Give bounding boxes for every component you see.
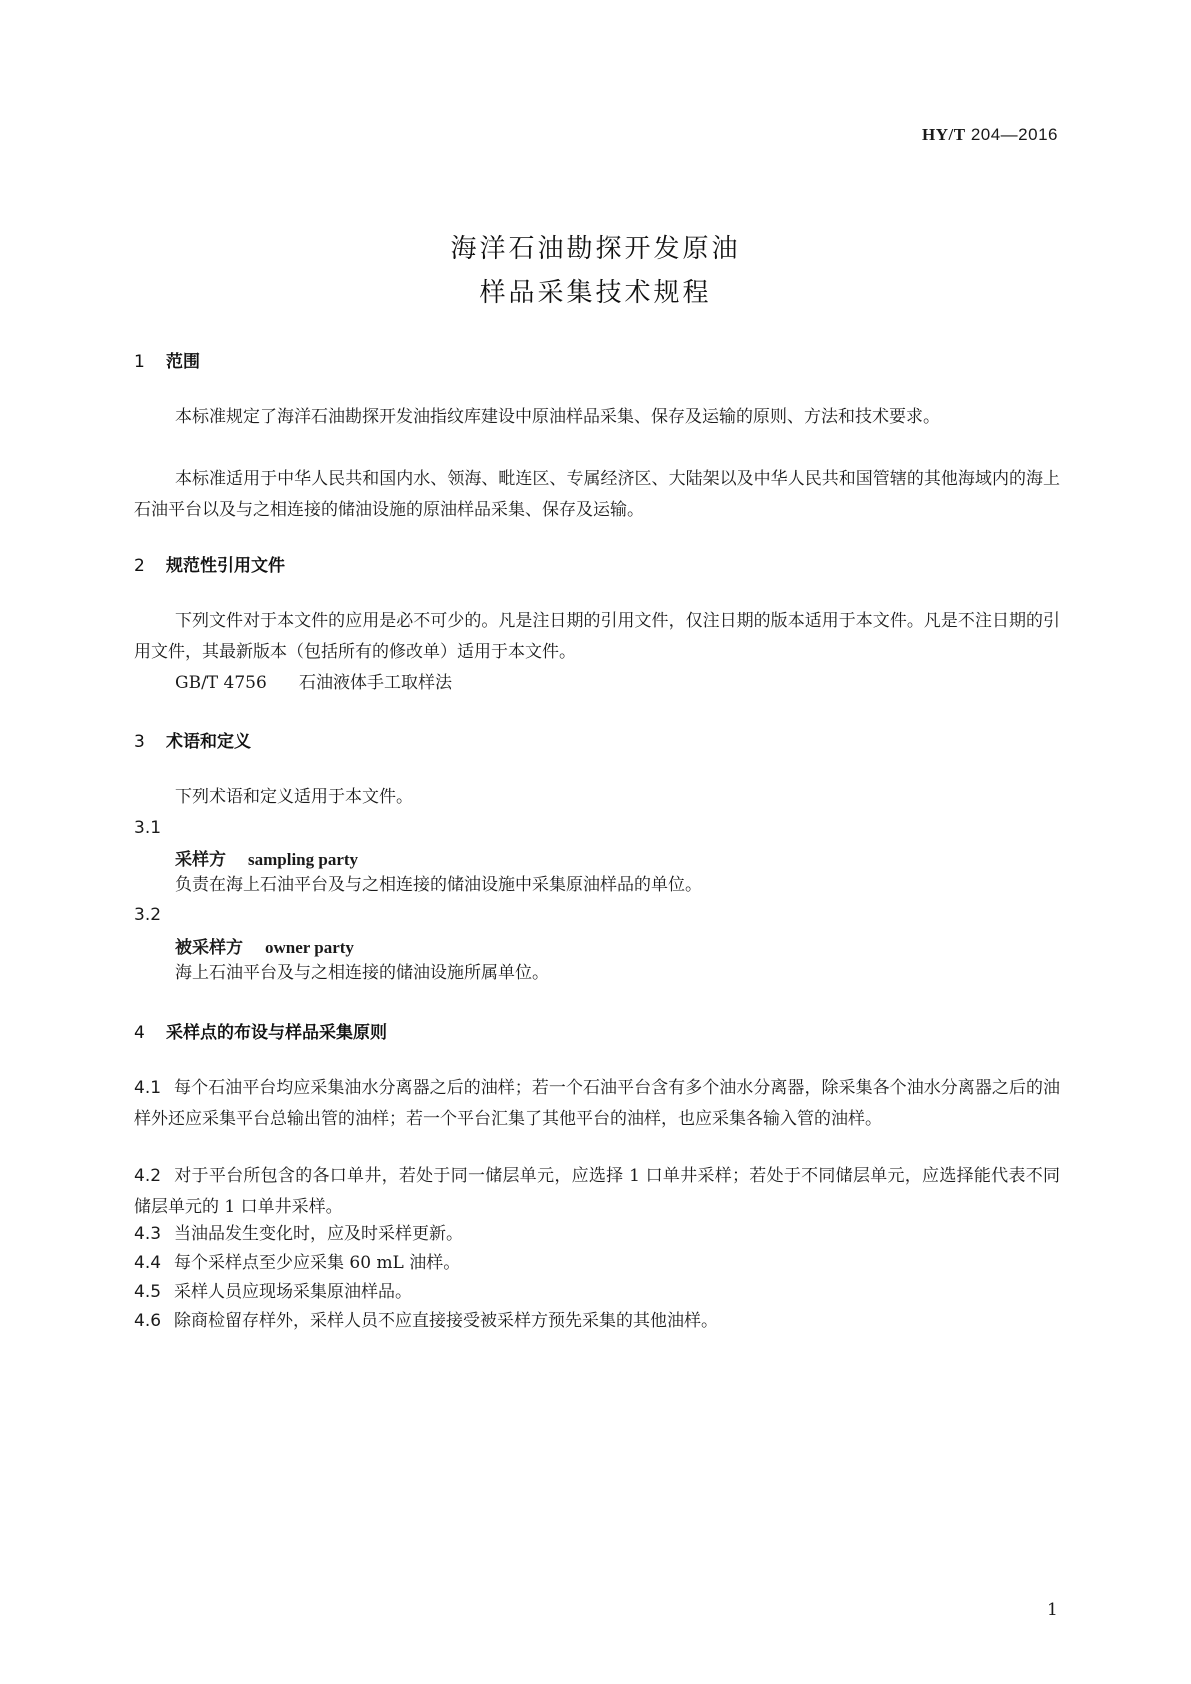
clause-4-2 xyxy=(134,1161,1060,1223)
title-line-2: 样品采集技术规程 xyxy=(479,278,712,308)
clause-text: 采样人员应现场采集原油样品。 xyxy=(174,1282,412,1302)
clause-text: 除商检留存样外，采样人员不应直接接受被采样方预先采集的其他油样。 xyxy=(174,1311,718,1331)
title-line-1: 海洋石油勘探开发原油 xyxy=(450,234,741,264)
clause-number: 4.4 xyxy=(134,1253,162,1273)
section-title: 术语和定义 xyxy=(166,732,251,752)
section-1-paragraph-2: 本标准适用于中华人民共和国内水、领海、毗连区、专属经济区、大陆架以及中华人民共和国管辖的其他海域内的海上石油平台以及与之相连接的储油设施的原油样品采集、保存及运输。 xyxy=(134,469,1060,520)
reference-title: 石油液体手工取样法 xyxy=(299,673,452,693)
clause-text: 每个采样点至少应采集 60 mL 油样。 xyxy=(174,1253,461,1273)
term-number: 3.1 xyxy=(134,818,162,838)
term-number: 3.2 xyxy=(134,905,162,925)
clause-number: 4.1 xyxy=(134,1078,162,1098)
section-title: 规范性引用文件 xyxy=(166,556,285,576)
standard-code-prefix: HY/T xyxy=(922,125,966,144)
section-number: 2 xyxy=(134,556,145,576)
term-english: sampling party xyxy=(248,850,359,869)
page-number: 1 xyxy=(1047,1600,1058,1620)
section-number: 3 xyxy=(134,732,145,752)
section-1-heading xyxy=(134,347,200,372)
term-definition: 负责在海上石油平台及与之相连接的储油设施中采集原油样品的单位。 xyxy=(175,875,702,895)
clause-4-6 xyxy=(134,1306,1060,1337)
term-chinese: 被采样方 xyxy=(175,938,243,958)
section-2-heading xyxy=(134,551,285,576)
section-number: 4 xyxy=(134,1023,145,1043)
section-3-heading xyxy=(134,727,251,752)
section-title: 范围 xyxy=(166,352,200,372)
clause-4-5 xyxy=(134,1277,1060,1308)
term-english: owner party xyxy=(265,938,354,957)
clause-4-3 xyxy=(134,1219,1060,1250)
clause-number: 4.5 xyxy=(134,1282,162,1302)
clause-number: 4.3 xyxy=(134,1224,162,1244)
standard-code xyxy=(922,125,1058,145)
section-4-heading xyxy=(134,1018,387,1043)
reference-code: GB/T 4756 xyxy=(175,673,267,693)
clause-number: 4.2 xyxy=(134,1166,162,1186)
section-1-paragraph-1: 本标准规定了海洋石油勘探开发油指纹库建设中原油样品采集、保存及运输的原则、方法和技术要求。 xyxy=(175,407,940,427)
normative-reference xyxy=(175,668,452,699)
clause-4-1 xyxy=(134,1073,1060,1135)
clause-number: 4.6 xyxy=(134,1311,162,1331)
term-heading xyxy=(175,845,358,870)
section-title: 采样点的布设与样品采集原则 xyxy=(166,1023,387,1043)
section-2-paragraph: 下列文件对于本文件的应用是必不可少的。凡是注日期的引用文件，仅注日期的版本适用于本文件。凡是不注日期的引用文件，其最新版本（包括所有的修改单）适用于本文件。 xyxy=(134,611,1060,662)
clause-text: 每个石油平台均应采集油水分离器之后的油样；若一个石油平台含有多个油水分离器，除采集各个油水分离器之后的油样外还应采集平台总输出管的油样；若一个平台汇集了其他平台的油样，也应采集各输入管的油样。 xyxy=(134,1078,1060,1129)
term-heading xyxy=(175,933,354,958)
clause-text: 当油品发生变化时，应及时采样更新。 xyxy=(174,1224,463,1244)
section-number: 1 xyxy=(134,352,145,372)
term-definition: 海上石油平台及与之相连接的储油设施所属单位。 xyxy=(175,963,549,983)
section-3-intro: 下列术语和定义适用于本文件。 xyxy=(175,787,413,807)
clause-4-4 xyxy=(134,1248,1060,1279)
clause-text: 对于平台所包含的各口单井，若处于同一储层单元，应选择 1 口单井采样；若处于不同储层单元，应选择能代表不同储层单元的 1 口单井采样。 xyxy=(134,1166,1060,1217)
standard-code-number: 204—2016 xyxy=(970,125,1058,144)
term-chinese: 采样方 xyxy=(175,850,226,870)
